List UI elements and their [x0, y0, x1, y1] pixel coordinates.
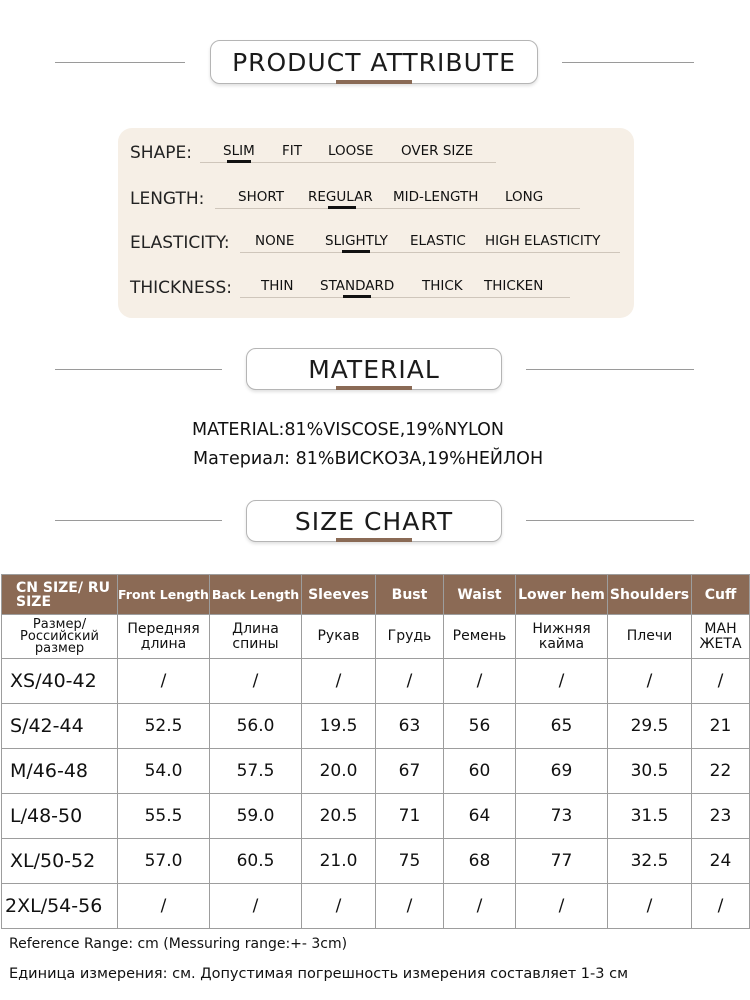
attr-label-thickness: THICKNESS: — [130, 278, 232, 298]
table-cell: / — [118, 884, 210, 929]
section-title-size-chart — [246, 500, 502, 542]
divider-left — [55, 62, 185, 63]
size-cell: L/48-50 — [2, 794, 118, 839]
table-header-cell: Нижняя кайма — [516, 615, 608, 659]
table-header-cell: Bust — [376, 575, 444, 615]
size-cell: XL/50-52 — [2, 839, 118, 884]
table-header-cell: CN SIZE/ RU SIZE — [2, 575, 118, 615]
material-en-label: MATERIAL: — [192, 420, 285, 440]
table-cell: 65 — [516, 704, 608, 749]
table-header-cell: Back Length — [210, 575, 302, 615]
table-header-cell: Ремень — [444, 615, 516, 659]
reference-range-en: Reference Range: cm (Messuring range:+- 3cm) — [9, 936, 348, 952]
table-header-cell: Lower hem — [516, 575, 608, 615]
attr-option: THICKEN — [484, 278, 544, 294]
table-cell: / — [118, 659, 210, 704]
attr-selected-marker — [227, 160, 251, 163]
attr-option: FIT — [282, 143, 302, 159]
table-cell: 31.5 — [608, 794, 692, 839]
attr-label-elasticity: ELASTICITY: — [130, 233, 230, 253]
material-en — [192, 420, 504, 440]
material-ru-label: Материал: — [193, 449, 291, 469]
title-underline — [336, 80, 412, 84]
section-title-material-text: MATERIAL — [308, 354, 440, 384]
divider-left — [55, 369, 222, 370]
table-cell: / — [692, 659, 750, 704]
table-header-cell: Размер/ Российский размер — [2, 615, 118, 659]
title-underline — [336, 386, 412, 390]
table-cell: 22 — [692, 749, 750, 794]
section-title-attribute-text: PRODUCT ATTRIBUTE — [232, 47, 516, 77]
table-header-cell: Cuff — [692, 575, 750, 615]
table-cell: / — [516, 884, 608, 929]
attr-option: MID-LENGTH — [393, 189, 479, 205]
table-header-cell: Рукав — [302, 615, 376, 659]
table-header-ru — [2, 615, 750, 659]
attr-option: SLIM — [223, 143, 255, 159]
attr-option: THIN — [261, 278, 294, 294]
table-cell: / — [692, 884, 750, 929]
table-header-cell: Грудь — [376, 615, 444, 659]
attr-selected-marker — [343, 295, 371, 298]
table-cell: 68 — [444, 839, 516, 884]
table-header-cell: Передняя длина — [118, 615, 210, 659]
section-title-size-chart-text: SIZE CHART — [294, 506, 454, 536]
size-table — [1, 574, 750, 929]
table-row — [2, 794, 750, 839]
reference-range-ru: Единица измерения: см. Допустимая погрешность измерения составляет 1-3 см — [9, 966, 629, 982]
table-cell: / — [444, 884, 516, 929]
divider-right — [526, 369, 694, 370]
table-cell: / — [444, 659, 516, 704]
table-header-cell: Front Length — [118, 575, 210, 615]
attr-option: LONG — [505, 189, 544, 205]
attr-baseline — [215, 208, 580, 209]
divider-left — [55, 520, 222, 521]
divider-right — [562, 62, 694, 63]
attr-option: ELASTIC — [410, 233, 466, 249]
table-cell: 57.5 — [210, 749, 302, 794]
material-en-value: 81%VISCOSE,19%NYLON — [284, 420, 504, 440]
table-header-en — [2, 575, 750, 615]
attr-option: HIGH ELASTICITY — [485, 233, 601, 249]
table-cell: / — [302, 659, 376, 704]
table-cell: 63 — [376, 704, 444, 749]
title-underline — [336, 538, 412, 542]
size-cell: S/42-44 — [2, 704, 118, 749]
table-cell: 77 — [516, 839, 608, 884]
attr-option: STANDARD — [320, 278, 395, 294]
table-cell: 73 — [516, 794, 608, 839]
table-header-cell: Длина спины — [210, 615, 302, 659]
attr-selected-marker — [342, 250, 370, 253]
attr-baseline — [240, 297, 570, 298]
attr-baseline — [240, 252, 620, 253]
table-cell: 52.5 — [118, 704, 210, 749]
table-cell: 21.0 — [302, 839, 376, 884]
table-cell: / — [608, 884, 692, 929]
table-cell: / — [376, 659, 444, 704]
table-cell: 59.0 — [210, 794, 302, 839]
table-header-cell: МАН ЖЕТА — [692, 615, 750, 659]
table-row — [2, 749, 750, 794]
table-cell: 71 — [376, 794, 444, 839]
table-cell: 19.5 — [302, 704, 376, 749]
table-cell: 32.5 — [608, 839, 692, 884]
table-cell: / — [376, 884, 444, 929]
table-cell: / — [608, 659, 692, 704]
table-row — [2, 704, 750, 749]
table-cell: 23 — [692, 794, 750, 839]
table-header-cell: Waist — [444, 575, 516, 615]
size-cell: 2XL/54-56 — [2, 884, 118, 929]
table-cell: / — [210, 884, 302, 929]
attr-option: REGULAR — [308, 189, 373, 205]
table-cell: 20.0 — [302, 749, 376, 794]
table-cell: 30.5 — [608, 749, 692, 794]
table-cell: / — [302, 884, 376, 929]
attr-label-length: LENGTH: — [130, 189, 205, 209]
divider-right — [526, 520, 694, 521]
table-cell: 54.0 — [118, 749, 210, 794]
table-header-cell: Sleeves — [302, 575, 376, 615]
table-cell: 57.0 — [118, 839, 210, 884]
section-title-material — [246, 348, 502, 390]
table-cell: 24 — [692, 839, 750, 884]
table-header-cell: Плечи — [608, 615, 692, 659]
table-cell: 75 — [376, 839, 444, 884]
table-cell: / — [516, 659, 608, 704]
attr-label-shape: SHAPE: — [130, 143, 192, 163]
table-cell: 64 — [444, 794, 516, 839]
attr-option: OVER SIZE — [401, 143, 474, 159]
size-cell: XS/40-42 — [2, 659, 118, 704]
table-row — [2, 839, 750, 884]
attr-option: NONE — [255, 233, 295, 249]
table-cell: 21 — [692, 704, 750, 749]
table-row — [2, 884, 750, 929]
table-cell: 67 — [376, 749, 444, 794]
material-ru-value: 81%ВИСКОЗА,19%НЕЙЛОН — [295, 449, 544, 469]
table-cell: 55.5 — [118, 794, 210, 839]
table-cell: 69 — [516, 749, 608, 794]
attr-option: LOOSE — [328, 143, 374, 159]
table-cell: 56.0 — [210, 704, 302, 749]
table-cell: 60 — [444, 749, 516, 794]
attr-selected-marker — [328, 206, 356, 209]
table-cell: 20.5 — [302, 794, 376, 839]
material-ru — [193, 449, 543, 469]
size-cell: M/46-48 — [2, 749, 118, 794]
attr-option: SLIGHTLY — [325, 233, 388, 249]
attr-option: SHORT — [238, 189, 284, 205]
section-title-attribute — [210, 40, 538, 84]
table-cell: / — [210, 659, 302, 704]
table-cell: 60.5 — [210, 839, 302, 884]
attr-option: THICK — [422, 278, 463, 294]
table-cell: 56 — [444, 704, 516, 749]
table-cell: 29.5 — [608, 704, 692, 749]
table-row — [2, 659, 750, 704]
table-header-cell: Shoulders — [608, 575, 692, 615]
